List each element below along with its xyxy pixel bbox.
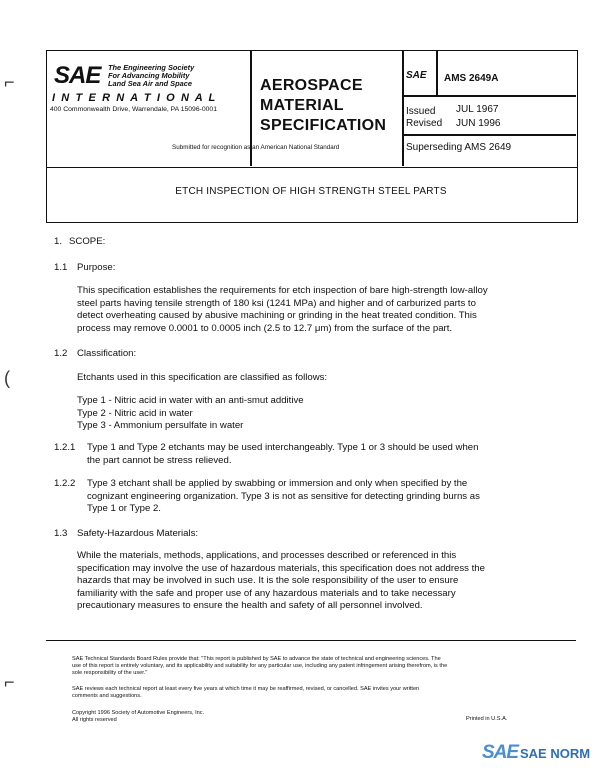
revised-label: Revised	[406, 118, 443, 129]
issued-label: Issued	[406, 106, 436, 117]
section-1-1-title: Purpose:	[77, 262, 116, 273]
binder-mark: ⌐	[4, 672, 15, 692]
section-1-3-text: While the materials, methods, applications, and processes described or referenced in this specification may involve the use of hazardous materials, this specification does not address the hazards that may be involved in such use. It is the sole responsibility of the user to ensure familiarity with the safe and proper use of any hazardous materials and to take necessary precautionary measures to ensure the health and safety of all personnel involved.	[77, 550, 485, 612]
section-1-2-intro: Etchants used in this specification are classified as follows:	[77, 372, 328, 383]
etchant-types: Type 1 - Nitric acid in water with an anti-smut additive Type 2 - Nitric acid in water Type 3 - Ammonium persulfate in water	[77, 395, 304, 432]
section-1-2-2-text: Type 3 etchant shall be applied by swabbing or immersion and only when specified by the cognizant engineering organization. Type 3 is not as sensitive for detecting grinding burns as Type 1 or Type 2.	[87, 478, 480, 515]
section-1-2-1-num: 1.2.1	[54, 442, 76, 453]
ansi-recognition: Submitted for recognition as an American National Standard	[172, 144, 340, 151]
sae-small-logo: SAE	[406, 70, 427, 81]
sae-logo: SAE	[54, 62, 101, 89]
copyright: Copyright 1996 Society of Automotive Engineers, Inc. All rights reserved	[72, 710, 205, 723]
document-title: ETCH INSPECTION OF HIGH STRENGTH STEEL PARTS	[175, 186, 447, 197]
review-notice: SAE reviews each technical report at least every five years at which time it may be reaffirmed, revised, or cancelled. SAE invites your written comments and suggestions.	[72, 686, 420, 699]
section-1-title: SCOPE:	[69, 236, 106, 247]
section-1-2-1-text: Type 1 and Type 2 etchants may be used interchangeably. Type 1 or 3 should be used when the part cannot be stress relieved.	[87, 442, 479, 466]
section-1-1-num: 1.1	[54, 262, 68, 273]
section-1-2-2-num: 1.2.2	[54, 478, 76, 489]
printed-in: Printed in U.S.A.	[466, 716, 508, 722]
section-1-1-text: This specification establishes the requirements for etch inspection of bare high-strength low-alloy steel parts having tensile strength of 180 ksi (1241 MPa) and higher and of carburized parts to detect overheating caused by abusive machining or grinding in the heat treated condition. This process may remove 0.0001 to 0.0005 inch (2.5 to 12.7 μm) from the surface of the part.	[77, 285, 488, 334]
international-label: I N T E R N A T I O N A L	[52, 92, 217, 104]
revised-date: JUN 1996	[456, 118, 501, 129]
section-1-3-title: Safety-Hazardous Materials:	[77, 528, 199, 539]
issued-date: JUL 1967	[456, 104, 499, 115]
doc-number: AMS 2649A	[444, 73, 499, 84]
society-tagline: The Engineering Society For Advancing Mobility Land Sea Air and Space	[108, 63, 195, 89]
superseding: Superseding AMS 2649	[406, 142, 512, 153]
doc-category-title: AEROSPACE MATERIAL SPECIFICATION	[260, 77, 387, 134]
address: 400 Commonwealth Drive, Warrendale, PA 15096-0001	[50, 106, 217, 113]
watermark-text: SAE NORM	[520, 746, 591, 761]
section-1-num: 1.	[54, 236, 63, 247]
board-rules: SAE Technical Standards Board Rules provide that: "This report is published by SAE to advance the state of technical and engineering sciences. The use of this report is entirely voluntary, and its applicability and suitability for any particular use, including any patent infringement arising therefrom, is the sole responsibility of the user."	[72, 656, 448, 676]
section-1-2-num: 1.2	[54, 348, 68, 359]
binder-mark: (	[4, 368, 10, 388]
watermark-logo: SAE	[482, 742, 519, 763]
binder-mark: ⌐	[4, 72, 15, 92]
section-1-3-num: 1.3	[54, 528, 68, 539]
section-1-2-title: Classification:	[77, 348, 137, 359]
